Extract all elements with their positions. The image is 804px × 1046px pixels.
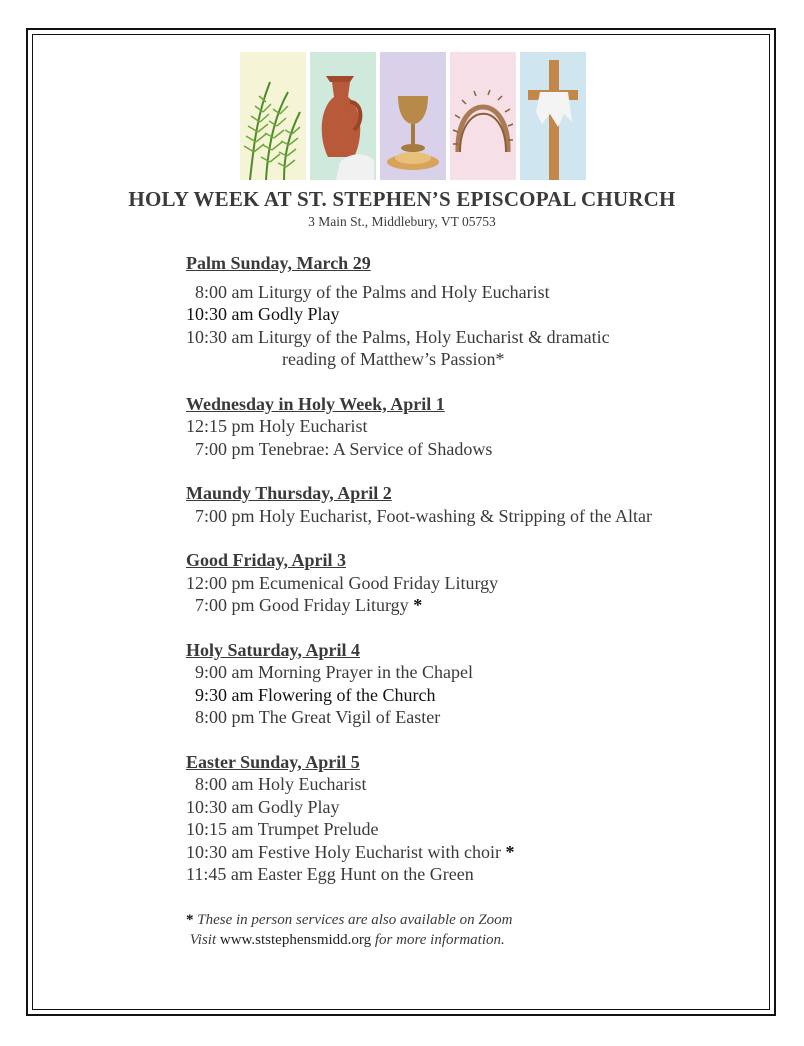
footnote-star: * xyxy=(186,912,194,928)
zoom-footnote xyxy=(186,910,686,950)
day-heading: Good Friday, April 3 xyxy=(186,550,347,570)
holy-week-banner xyxy=(240,52,586,180)
zoom-star: * xyxy=(413,595,423,615)
event-title: Flowering of the Church xyxy=(258,684,436,705)
event-time: 8:00 am xyxy=(195,774,254,794)
day-holy-saturday xyxy=(186,639,776,729)
day-easter-sunday xyxy=(186,751,776,886)
event-title: Holy Eucharist, Foot-washing & Stripping of the Altar xyxy=(259,505,652,526)
day-heading: Maundy Thursday, April 2 xyxy=(186,483,392,503)
event-time: 7:00 pm xyxy=(195,438,255,459)
day-heading: Easter Sunday, April 5 xyxy=(186,751,360,772)
day-heading: Palm Sunday, March 29 xyxy=(186,253,371,273)
event-time: 12:00 pm xyxy=(186,572,255,593)
list-item xyxy=(186,863,776,886)
event-time: 10:30 am xyxy=(186,841,254,862)
event-time: 9:00 am xyxy=(195,662,254,682)
crown-of-thorns-icon xyxy=(450,52,516,180)
event-title: The Great Vigil of Easter xyxy=(258,707,441,727)
website-link[interactable]: www.ststephensmidd.org xyxy=(219,932,372,948)
day-heading: Holy Saturday, April 4 xyxy=(186,639,361,660)
page-title: HOLY WEEK AT ST. STEPHEN’S EPISCOPAL CHURCH xyxy=(128,187,676,211)
event-time: 8:00 am xyxy=(195,281,254,302)
zoom-star: * xyxy=(505,841,515,862)
event-title: Easter Egg Hunt on the Green xyxy=(257,864,474,884)
list-item xyxy=(186,438,776,461)
list-item xyxy=(186,661,776,684)
event-title: Good Friday Liturgy xyxy=(259,595,409,615)
church-address: 3 Main St., Middlebury, VT 05753 xyxy=(308,214,496,229)
event-title: Godly Play xyxy=(258,304,340,324)
day-good-friday xyxy=(186,549,776,617)
footnote-end: for more information. xyxy=(374,932,505,948)
event-time: 7:00 pm xyxy=(195,595,255,615)
holy-week-schedule xyxy=(186,252,776,908)
visit-label: Visit xyxy=(189,932,217,948)
event-title-continued: reading of Matthew’s Passion* xyxy=(282,349,505,369)
list-item xyxy=(186,706,776,729)
cross-with-shroud-icon xyxy=(520,52,586,180)
event-time: 9:30 am xyxy=(195,684,254,705)
event-time: 10:15 am xyxy=(186,819,254,839)
list-item xyxy=(186,684,776,707)
footnote-text: These in person services are also available on Zoom xyxy=(197,912,513,928)
list-item xyxy=(186,594,776,617)
event-time: 10:30 am xyxy=(186,304,254,324)
day-palm-sunday xyxy=(186,252,776,371)
event-title: Tenebrae: A Service of Shadows xyxy=(258,438,493,459)
list-item xyxy=(186,572,776,595)
event-title: Godly Play xyxy=(258,796,340,817)
footnote-line-2 xyxy=(186,930,686,950)
list-item xyxy=(186,818,776,841)
palm-branches-icon xyxy=(240,52,306,180)
event-title: Morning Prayer in the Chapel xyxy=(258,662,473,682)
list-item xyxy=(186,303,776,326)
list-item xyxy=(186,505,776,528)
event-title: Ecumenical Good Friday Liturgy xyxy=(259,572,499,593)
event-title: Festive Holy Eucharist with choir xyxy=(258,841,501,862)
footnote-line-1 xyxy=(186,910,686,930)
list-item xyxy=(186,326,776,371)
jug-and-cloth-icon xyxy=(310,52,376,180)
event-title: Liturgy of the Palms and Holy Eucharist xyxy=(258,281,550,302)
event-title: Liturgy of the Palms, Holy Eucharist & dramatic xyxy=(258,326,610,347)
event-time: 10:30 am xyxy=(186,326,254,347)
list-item xyxy=(186,415,776,438)
event-title: Trumpet Prelude xyxy=(257,819,379,839)
event-time: 7:00 pm xyxy=(195,505,255,526)
list-item xyxy=(186,796,776,819)
event-time: 8:00 pm xyxy=(195,707,255,727)
list-item xyxy=(186,281,776,304)
chalice-and-bread-icon xyxy=(380,52,446,180)
day-maundy-thursday xyxy=(186,482,776,527)
day-heading: Wednesday in Holy Week, April 1 xyxy=(186,393,445,414)
event-time: 11:45 am xyxy=(186,864,253,884)
list-item xyxy=(186,773,776,796)
list-item xyxy=(186,841,776,864)
event-time: 10:30 am xyxy=(186,796,254,817)
event-title: Holy Eucharist xyxy=(259,416,368,436)
event-time: 12:15 pm xyxy=(186,416,255,436)
day-wednesday xyxy=(186,393,776,461)
event-title: Holy Eucharist xyxy=(258,774,367,794)
